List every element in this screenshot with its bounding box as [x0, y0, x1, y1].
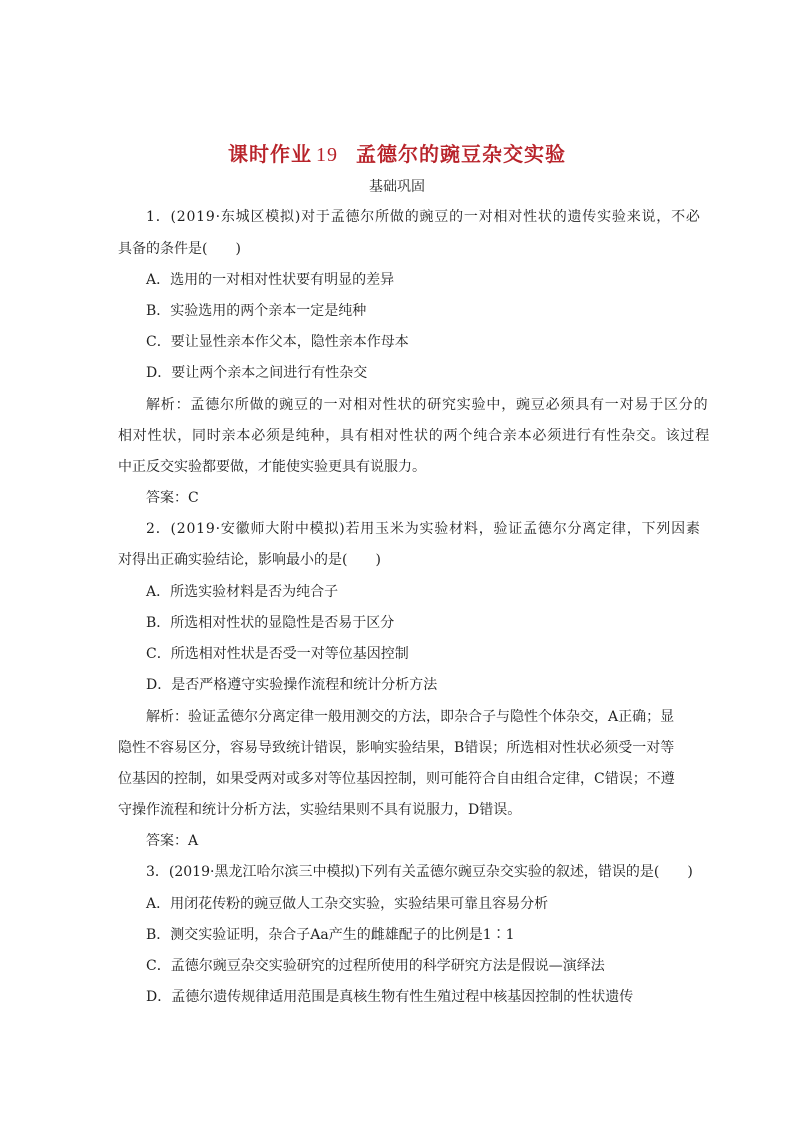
q3-option-a: A．用闭花传粉的豌豆做人工杂交实验，实验结果可靠且容易分析	[146, 896, 549, 912]
q2-option-b: B．所选相对性状的显隐性是否易于区分	[146, 615, 395, 631]
q2-stem-line-2: 对得出正确实验结论，影响最小的是( )	[118, 552, 381, 568]
page-title	[0, 138, 794, 167]
q1-analysis-line-3: 中正反交实验都要做，才能使实验更具有说服力。	[118, 459, 426, 475]
q3-option-d: D．孟德尔遗传规律适用范围是真核生物有性生殖过程中核基因控制的性状遗传	[146, 989, 634, 1005]
q1-option-a: A．选用的一对相对性状要有明显的差异	[146, 272, 395, 288]
q1-answer: 答案：C	[146, 490, 199, 506]
section-heading: 基础巩固	[369, 179, 425, 195]
q1-option-d: D．要让两个亲本之间进行有性杂交	[146, 365, 368, 381]
title-name: 孟德尔的豌豆杂交实验	[356, 142, 566, 166]
q1-analysis-line-2: 相对性状，同时亲本必须是纯种，具有相对性状的两个纯合亲本必须进行有性杂交。该过程	[118, 428, 710, 444]
q1-stem-line-2: 具备的条件是( )	[118, 241, 241, 257]
q3-option-c: C．孟德尔豌豆杂交实验研究的过程所使用的科学研究方法是假说—演绎法	[146, 958, 605, 974]
q1-analysis-line-1: 解析：孟德尔所做的豌豆的一对相对性状的研究实验中，豌豆必须具有一对易于区分的	[146, 397, 709, 413]
q2-option-c: C．所选相对性状是否受一对等位基因控制	[146, 646, 409, 662]
title-prefix: 课时作业	[228, 142, 312, 166]
q2-analysis-line-3: 位基因的控制，如果受两对或多对等位基因控制，则可能符合自由组合定律，C错误；不遵	[118, 771, 675, 787]
q3-option-b: B．测交实验证明，杂合子Aa产生的雌雄配子的比例是1∶1	[146, 927, 515, 943]
q2-stem-line-1: 2．(2019·安徽师大附中模拟)若用玉米为实验材料，验证孟德尔分离定律，下列因素	[146, 521, 701, 537]
q2-option-d: D．是否严格遵守实验操作流程和统计分析方法	[146, 677, 438, 693]
q3-stem-line-1: 3．(2019·黑龙江哈尔滨三中模拟)下列有关孟德尔豌豆杂交实验的叙述，错误的是( )	[146, 864, 693, 880]
q1-option-b: B．实验选用的两个亲本一定是纯种	[146, 303, 367, 319]
q1-option-c: C．要让显性亲本作父本，隐性亲本作母本	[146, 334, 409, 350]
title-number: 19	[316, 144, 338, 166]
q2-analysis-line-2: 隐性不容易区分，容易导致统计错误，影响实验结果，B错误；所选相对性状必须受一对等	[118, 740, 675, 756]
q2-analysis-line-4: 守操作流程和统计分析方法，实验结果则不具有说服力，D错误。	[118, 802, 522, 818]
q2-answer: 答案：A	[146, 833, 199, 849]
q1-stem-line-1: 1．(2019·东城区模拟)对于孟德尔所做的豌豆的一对相对性状的遗传实验来说，不必	[146, 209, 701, 225]
q2-option-a: A．所选实验材料是否为纯合子	[146, 584, 339, 600]
q2-analysis-line-1: 解析：验证孟德尔分离定律一般用测交的方法，即杂合子与隐性个体杂交，A正确；显	[146, 709, 675, 725]
